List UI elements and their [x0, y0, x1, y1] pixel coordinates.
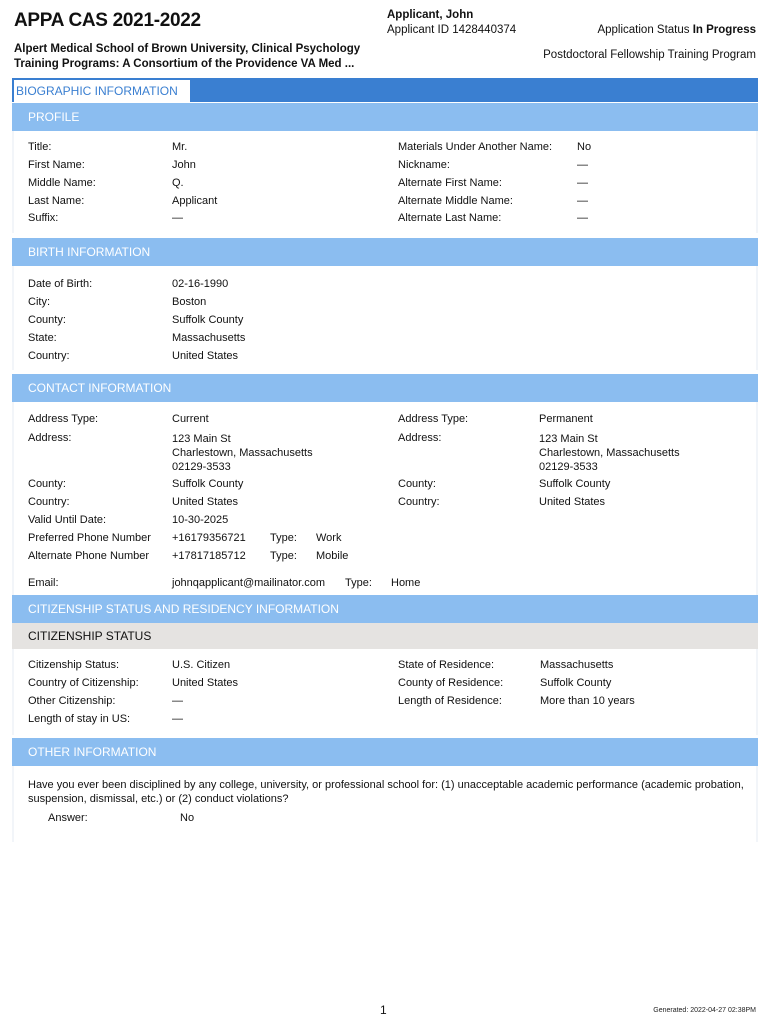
phone-value: +16179356721: [172, 532, 246, 544]
field-value: Boston: [172, 296, 207, 308]
field-value: —: [577, 212, 588, 224]
field-label: County:: [28, 478, 66, 490]
field-value: Work: [316, 532, 342, 544]
field-label: State:: [28, 332, 57, 344]
application-status: [543, 23, 756, 63]
field-label: Alternate Middle Name:: [398, 195, 513, 207]
phone-value: +17817185712: [172, 550, 246, 562]
other-body: [14, 766, 756, 842]
status-label: Application Status: [597, 24, 690, 36]
field-label: Alternate First Name:: [398, 177, 502, 189]
field-label: State of Residence:: [398, 659, 495, 671]
header-left: [14, 10, 374, 72]
field-label: Address:: [28, 432, 72, 444]
field-value: No: [577, 141, 592, 153]
field-label: Middle Name:: [28, 177, 96, 189]
page-number: 1: [380, 1003, 387, 1017]
field-value: Applicant: [172, 195, 218, 207]
field-value: —: [577, 159, 588, 171]
field-label: Other Citizenship:: [28, 695, 116, 707]
profile-heading: PROFILE: [12, 103, 758, 131]
applicant-info: [387, 8, 516, 38]
status-value: In Progress: [692, 24, 756, 36]
field-label: Country:: [28, 496, 70, 508]
field-value: United States: [172, 496, 239, 508]
field-label: Type:: [270, 532, 297, 544]
field-label: County:: [28, 314, 66, 326]
field-value: U.S. Citizen: [172, 659, 231, 671]
field-value: Suffolk County: [172, 314, 244, 326]
field-value: No: [180, 812, 195, 824]
field-label: Country of Citizenship:: [28, 677, 139, 689]
applicant-name: Applicant, John: [387, 9, 474, 21]
field-label: Alternate Last Name:: [398, 212, 502, 224]
field-value: —: [577, 177, 588, 189]
field-label: Answer:: [48, 812, 88, 824]
field-label: Title:: [28, 141, 52, 153]
citizenship-section: [12, 595, 758, 735]
field-value: Suffolk County: [539, 478, 611, 490]
field-label: First Name:: [28, 159, 85, 171]
field-label: Alternate Phone Number: [28, 550, 150, 562]
status-line: [543, 23, 756, 38]
field-value: United States: [172, 677, 239, 689]
field-label: County of Residence:: [398, 677, 504, 689]
citizenship-subheading: CITIZENSHIP STATUS: [12, 623, 758, 649]
field-label: Country:: [28, 350, 70, 362]
field-label: Preferred Phone Number: [28, 532, 151, 544]
contact-section: [12, 374, 758, 596]
field-label: Address Type:: [28, 413, 99, 425]
program-type: Postdoctoral Fellowship Training Program: [543, 49, 756, 61]
field-value: Suffolk County: [172, 478, 244, 490]
field-value: 10-30-2025: [172, 514, 229, 526]
field-label: Materials Under Another Name:: [398, 141, 553, 153]
field-value: Permanent: [539, 413, 593, 425]
contact-body: [14, 402, 756, 596]
other-section: [12, 738, 758, 842]
field-value: John: [172, 159, 196, 171]
address-value: 123 Main St Charlestown, Massachusetts 02129-3533: [539, 433, 680, 473]
field-value: United States: [172, 350, 239, 362]
field-label: Address Type:: [398, 413, 469, 425]
field-value: Massachusetts: [172, 332, 246, 344]
field-label: Last Name:: [28, 195, 85, 207]
email-value: johnqapplicant@mailinator.com: [172, 577, 326, 589]
field-value: Q.: [172, 177, 184, 189]
profile-section: [12, 103, 758, 233]
citizenship-body: [14, 649, 756, 735]
field-label: Email:: [28, 577, 59, 589]
other-heading: OTHER INFORMATION: [12, 738, 758, 766]
field-value: United States: [539, 496, 606, 508]
field-value: Massachusetts: [540, 659, 614, 671]
biographic-bar: [12, 78, 758, 102]
discipline-question: Have you ever been disciplined by any college, university, or professional school for: (1) unacceptable academic performance (academic probation, suspension, dismissal, etc.) or (2) conduct violations?: [28, 779, 744, 805]
birth-heading: BIRTH INFORMATION: [12, 238, 758, 266]
field-value: —: [577, 195, 588, 207]
field-value: Suffolk County: [540, 677, 612, 689]
field-label: Valid Until Date:: [28, 514, 107, 526]
biographic-tab: BIOGRAPHIC INFORMATION: [12, 78, 190, 102]
field-label: Type:: [345, 577, 372, 589]
profile-body: [14, 131, 756, 233]
field-value: 02-16-1990: [172, 278, 229, 290]
field-value: Mr.: [172, 141, 188, 153]
field-label: Type:: [270, 550, 297, 562]
field-label: Length of Residence:: [398, 695, 502, 707]
field-label: City:: [28, 296, 50, 308]
program-name: Alpert Medical School of Brown University, Clinical Psychology Training Programs: A Consortium of the Providence VA Med ...: [14, 43, 361, 70]
field-label: Length of stay in US:: [28, 713, 131, 725]
contact-heading: CONTACT INFORMATION: [12, 374, 758, 402]
birth-section: [12, 238, 758, 370]
citizenship-heading: CITIZENSHIP STATUS AND RESIDENCY INFORMATION: [12, 595, 758, 623]
field-label: Date of Birth:: [28, 278, 93, 290]
field-label: Suffix:: [28, 212, 59, 224]
field-value: —: [172, 695, 183, 707]
page-title: APPA CAS 2021-2022: [14, 10, 201, 31]
field-value: —: [172, 713, 183, 725]
field-label: Citizenship Status:: [28, 659, 120, 671]
field-value: Mobile: [316, 550, 349, 562]
address-value: 123 Main St Charlestown, Massachusetts 02129-3533: [172, 433, 313, 473]
field-value: —: [172, 212, 183, 224]
field-value: More than 10 years: [540, 695, 635, 707]
field-label: Nickname:: [398, 159, 450, 171]
field-label: Country:: [398, 496, 440, 508]
field-label: Address:: [398, 432, 442, 444]
field-value: Home: [391, 577, 421, 589]
birth-body: [14, 266, 756, 370]
field-value: Current: [172, 413, 209, 425]
applicant-id: Applicant ID 1428440374: [387, 24, 517, 36]
generated-timestamp: Generated: 2022-04-27 02:38PM: [653, 1007, 756, 1014]
field-label: County:: [398, 478, 436, 490]
